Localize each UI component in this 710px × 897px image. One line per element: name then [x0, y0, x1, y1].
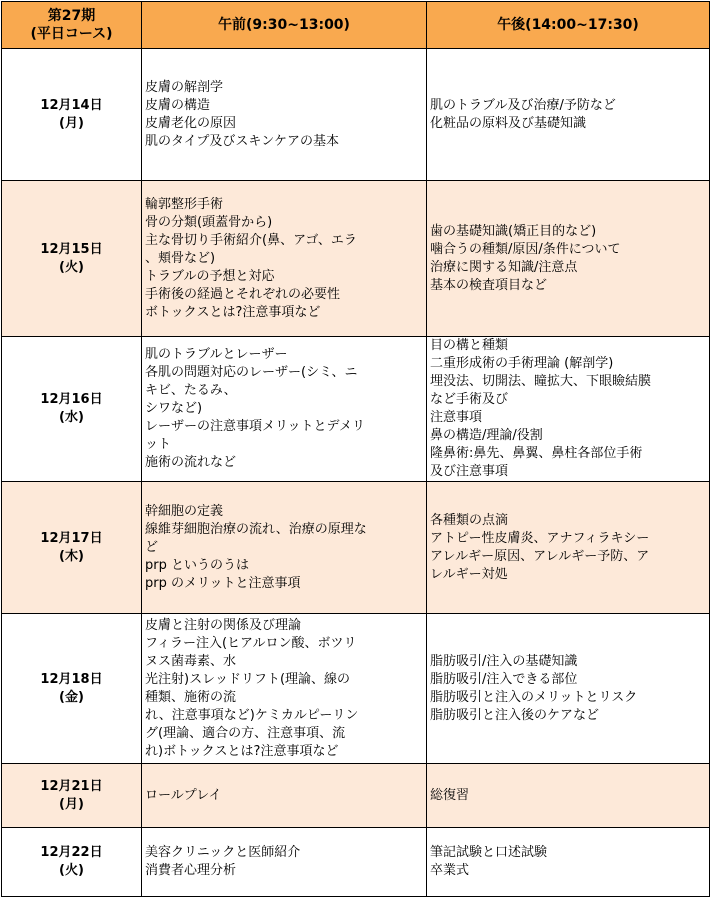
weekday-label: (水): [59, 410, 84, 425]
date-label: 12月22日: [40, 845, 103, 860]
morning-topic-line: フィラー注入(ヒアルロン酸、ボツリ: [145, 635, 357, 651]
course-title: 第27期: [47, 8, 96, 24]
afternoon-topic-line: レルギー対処: [430, 566, 508, 582]
afternoon-topic-line: 歯の基礎知識(矯正目的など): [430, 223, 597, 239]
weekday-label: (金): [59, 689, 84, 705]
morning-topic-line: 皮膚と注射の関係及び理論: [145, 617, 302, 633]
morning-topic-line: 線維芽細胞治療の流れ、治療の原理な: [145, 521, 367, 537]
afternoon-topic-line: 基本の検査項目など: [430, 277, 548, 293]
morning-topic-line: 皮膚の解剖学: [145, 79, 224, 95]
afternoon-cell: [427, 337, 710, 482]
morning-topic-line: 幹細胞の定義: [145, 503, 224, 519]
schedule-row: [2, 181, 710, 337]
afternoon-topic-line: など手術及び: [430, 392, 509, 407]
morning-topic-line: ど: [145, 539, 159, 555]
afternoon-topic-line: 脂肪吸引/注入の基礎知識: [430, 653, 578, 669]
morning-topic-line: ット: [145, 437, 172, 452]
morning-topic-line: 手術後の経過とそれぞれの必要性: [145, 286, 341, 302]
morning-cell: [142, 614, 427, 764]
morning-topic-line: 種類、施術の流: [145, 689, 237, 705]
schedule-table: [1, 1, 710, 897]
morning-cell: [142, 181, 427, 337]
afternoon-cell: [427, 181, 710, 337]
morning-cell: [142, 764, 427, 828]
morning-cell: [142, 828, 427, 897]
afternoon-topic-line: アトピー性皮膚炎、アナフィラキシー: [430, 530, 650, 546]
morning-topic-line: ボトックスとは?注意事項など: [145, 304, 321, 320]
morning-topic-line: ロールプレイ: [145, 787, 222, 803]
morning-topic-line: 美容クリニックと医師紹介: [145, 845, 301, 860]
date-cell: [2, 337, 142, 482]
date-cell: [2, 828, 142, 897]
afternoon-topic-line: 脂肪吸引/注入できる部位: [430, 671, 578, 687]
date-label: 12月17日: [40, 530, 103, 546]
schedule-row: [2, 614, 710, 764]
header-row: [2, 2, 710, 49]
afternoon-topic-line: 埋没法、切開法、瞳拡大、下眼瞼結膜: [430, 374, 652, 389]
afternoon-topic-line: 肌のトラブル及び治療/予防など: [430, 97, 616, 113]
schedule-row: [2, 49, 710, 181]
weekday-label: (火): [59, 259, 84, 275]
morning-topic-line: 皮膚老化の原因: [145, 115, 237, 131]
morning-topic-line: トラブルの予想と対応: [145, 268, 275, 284]
morning-cell: [142, 49, 427, 181]
morning-topic-line: ヌス菌毒素、水: [145, 653, 237, 669]
weekday-label: (月): [59, 796, 84, 812]
weekday-label: (火): [59, 863, 84, 878]
morning-cell: [142, 482, 427, 614]
afternoon-cell: [427, 49, 710, 181]
afternoon-topic-line: 各種類の点滴: [430, 512, 509, 528]
afternoon-topic-line: 治療に関する知識/注意点: [430, 259, 578, 275]
afternoon-topic-line: 脂肪吸引と注入のメリットとリスク: [430, 689, 638, 705]
weekday-label: (月): [59, 115, 84, 131]
afternoon-cell: [427, 614, 710, 764]
morning-cell: [142, 337, 427, 482]
date-label: 12月15日: [40, 241, 103, 257]
date-label: 12月16日: [40, 392, 103, 407]
course-header-cell: [2, 2, 142, 49]
afternoon-topic-line: 卒業式: [430, 863, 470, 878]
schedule-row: [2, 337, 710, 482]
date-cell: [2, 482, 142, 614]
date-cell: [2, 764, 142, 828]
afternoon-topic-line: 目の構と種類: [430, 338, 509, 353]
afternoon-cell: [427, 828, 710, 897]
date-cell: [2, 181, 142, 337]
morning-topic-line: 皮膚の構造: [145, 97, 211, 113]
afternoon-cell: [427, 764, 710, 828]
afternoon-topic-line: 注意事項: [430, 410, 483, 425]
morning-topic-line: 施術の流れなど: [145, 455, 237, 470]
morning-topic-line: グ(理論、適合の方、注意事項、流: [145, 725, 346, 741]
morning-topic-line: シワなど): [145, 401, 203, 416]
date-label: 12月18日: [40, 671, 103, 687]
morning-topic-line: キビ、たるみ、: [145, 383, 237, 398]
morning-topic-line: 光注射)スレッドリフト(理論、線の: [145, 671, 351, 687]
morning-topic-line: 消費者心理分析: [145, 863, 237, 878]
course-subtitle: (平日コース): [30, 26, 113, 42]
morning-topic-line: 主な骨切り手術紹介(鼻、アゴ、エラ: [145, 232, 357, 248]
weekday-label: (木): [59, 548, 84, 564]
afternoon-topic-line: 噛合うの種類/原因/条件について: [430, 241, 621, 257]
morning-topic-line: prp というのうは: [145, 557, 249, 573]
schedule-row: [2, 482, 710, 614]
date-label: 12月21日: [40, 778, 103, 794]
afternoon-topic-line: 総復習: [430, 787, 470, 803]
afternoon-topic-line: 鼻の構造/理論/役割: [430, 428, 543, 443]
morning-topic-line: 各肌の問題対応のレーザー(シミ、ニ: [145, 365, 358, 380]
afternoon-topic-line: 化粧品の原料及び基礎知識: [430, 115, 587, 131]
afternoon-topic-line: 隆鼻術:鼻先、鼻翼、鼻柱各部位手術: [430, 446, 643, 461]
morning-topic-line: 、頬骨など): [145, 250, 216, 266]
morning-topic-line: 輪郭整形手術: [145, 196, 224, 212]
morning-topic-line: 骨の分類(頭蓋骨から): [145, 214, 273, 230]
morning-topic-line: れ)ボトックスとは?注意事項など: [145, 743, 339, 759]
morning-topic-line: 肌のタイプ及びスキンケアの基本: [145, 133, 339, 149]
morning-topic-line: prp のメリットと注意事項: [145, 575, 301, 591]
schedule-row: [2, 764, 710, 828]
afternoon-topic-line: 二重形成術の手術理論 (解剖学): [430, 356, 614, 371]
afternoon-cell: [427, 482, 710, 614]
morning-topic-line: れ、注意事項など)ケミカルピーリン: [145, 707, 359, 723]
afternoon-topic-line: 筆記試験と口述試験: [430, 845, 548, 860]
morning-topic-line: レーザーの注意事項メリットとデメリ: [145, 419, 365, 434]
schedule-body: [2, 49, 710, 897]
date-label: 12月14日: [40, 97, 103, 113]
date-cell: [2, 49, 142, 181]
schedule-row: [2, 828, 710, 897]
afternoon-topic-line: 脂肪吸引と注入後のケアなど: [430, 707, 600, 723]
afternoon-header-cell: 午後(14:00~17:30): [427, 2, 710, 49]
date-cell: [2, 614, 142, 764]
morning-topic-line: 肌のトラブルとレーザー: [145, 347, 288, 362]
morning-header-cell: 午前(9:30~13:00): [142, 2, 427, 49]
afternoon-topic-line: アレルギー原因、アレルギー予防、ア: [430, 548, 650, 564]
afternoon-topic-line: 及び注意事項: [430, 464, 509, 479]
